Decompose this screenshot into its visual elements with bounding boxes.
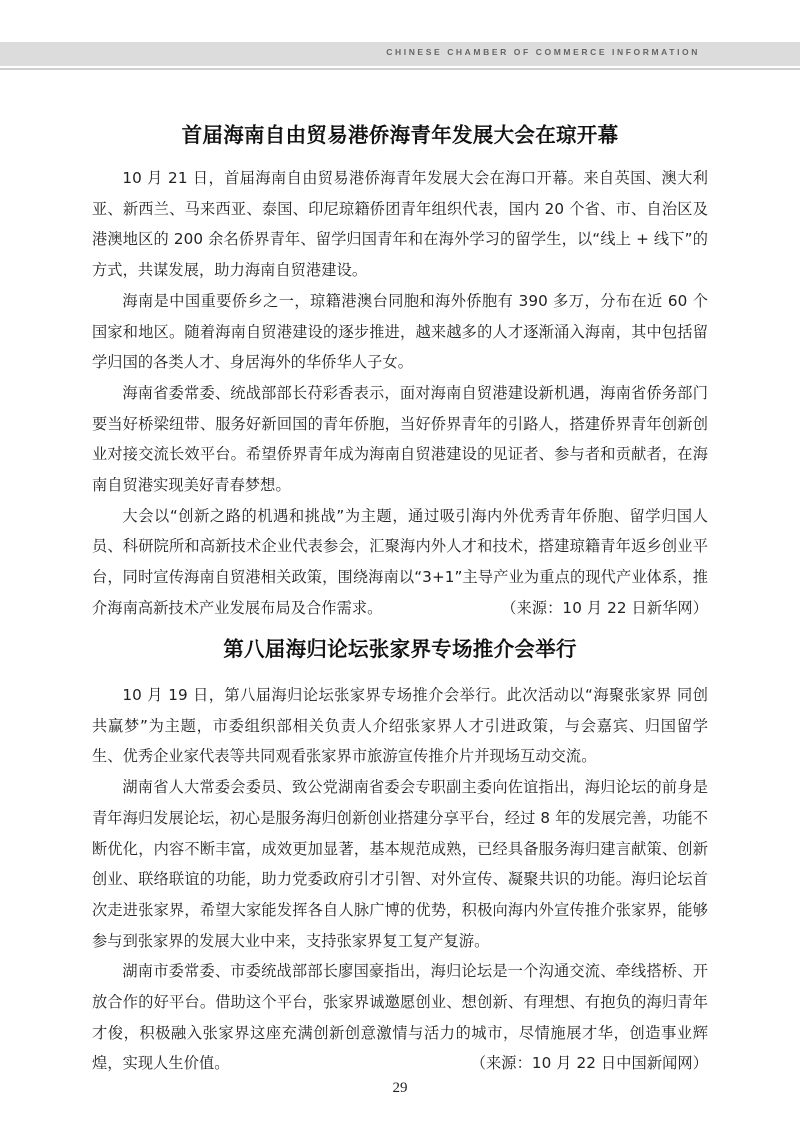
article-2 <box>92 632 708 1079</box>
article-paragraph: 海南是中国重要侨乡之一，琼籍港澳台同胞和海外侨胞有 390 多万，分布在近 60 个国家和地区。随着海南自贸港建设的逐步推进，越来越多的人才逐渐涌入海南，其中包括留学归国的各类人才、身居海外的华侨华人子女。 <box>92 291 708 372</box>
article-paragraph: 湖南省人大常委会委员、致公党湖南省委会专职副主委向佐谊指出，海归论坛的前身是青年海归发展论坛，初心是服务海归创新创业搭建分享平台，经过 8 年的发展完善，功能不断优化，内容不断丰富，成效更加显著，基本规范成熟，已经具备服务海归建言献策、创新创业、联络联谊的功能，助力党委政府引才引智、对外宣传、凝聚共识的功能。海归论坛首次走进张家界，希望大家能发挥各自人脉广博的优势，积极向海内外宣传推介张家界，能够参与到张家界的发展大业中来，支持张家界复工复产复游。 <box>92 778 708 950</box>
paragraph-text: 湖南市委常委、市委统战部部长廖国豪指出，海归论坛是一个沟通交流、牵线搭桥、开放合作的好平台。借助这个平台，张家界诚邀愿创业、想创新、有理想、有抱负的海归青年才俊，积极融入张家界这座充满创新创意激情与活力的城市，尽情施展才华，创造事业辉煌，实现人生价值。 <box>92 962 708 1073</box>
paragraph-text: 大会以“创新之路的机遇和挑战”为主题，通过吸引海内外优秀青年侨胞、留学归国人员、科研院所和高新技术企业代表参会，汇聚海内外人才和技术，搭建琼籍青年返乡创业平台，同时宣传海南自贸港相关政策，围绕海南以“3+1”主导产业为重点的现代产业体系，推介海南高新技术产业发展布局及合作需求。 <box>92 506 708 617</box>
article-paragraph: 10 月 19 日，第八届海归论坛张家界专场推介会举行。此次活动以“海聚张家界 同创共赢梦”为主题，市委组织部相关负责人介绍张家界人才引进政策，与会嘉宾、归国留学生、优秀企业家代表等共同观看张家界市旅游宣传推介片并现场互动交流。 <box>92 686 708 766</box>
article-paragraph: 海南省委常委、统战部部长苻彩香表示，面对海南自贸港建设新机遇，海南省侨务部门要当好桥梁纽带、服务好新回国的青年侨胞，当好侨界青年的引路人，搭建侨界青年创新创业对接交流长效平台。希望侨界青年成为海南自贸港建设的见证者、参与者和贡献者，在海南自贸港实现美好青春梦想。 <box>92 383 708 495</box>
page-number: 29 <box>392 1080 408 1096</box>
running-header: CHINESE CHAMBER OF COMMERCE INFORMATION <box>386 47 700 57</box>
article-paragraph-last <box>92 956 708 1079</box>
article-1 <box>92 118 708 624</box>
source-citation: （来源：10 月 22 日新华网） <box>501 598 708 617</box>
article-title: 首届海南自由贸易港侨海青年发展大会在琼开幕 <box>181 123 619 147</box>
source-citation: （来源：10 月 22 日中国新闻网） <box>470 1054 708 1073</box>
header-rule <box>0 68 800 70</box>
article-paragraph: 10 月 21 日，首届海南自由贸易港侨海青年发展大会在海口开幕。来自英国、澳大利亚、新西兰、马来西亚、泰国、印尼琼籍侨团青年组织代表，国内 20 个省、市、自治区及港澳地区的 200 余名侨界青年、留学归国青年和在海外学习的留学生，以“线上 + 线下”的方式，共谋发展，助力海南自贸港建设。 <box>92 169 708 280</box>
article-paragraph-last <box>92 501 708 624</box>
article-title: 第八届海归论坛张家界专场推介会举行 <box>223 637 577 661</box>
